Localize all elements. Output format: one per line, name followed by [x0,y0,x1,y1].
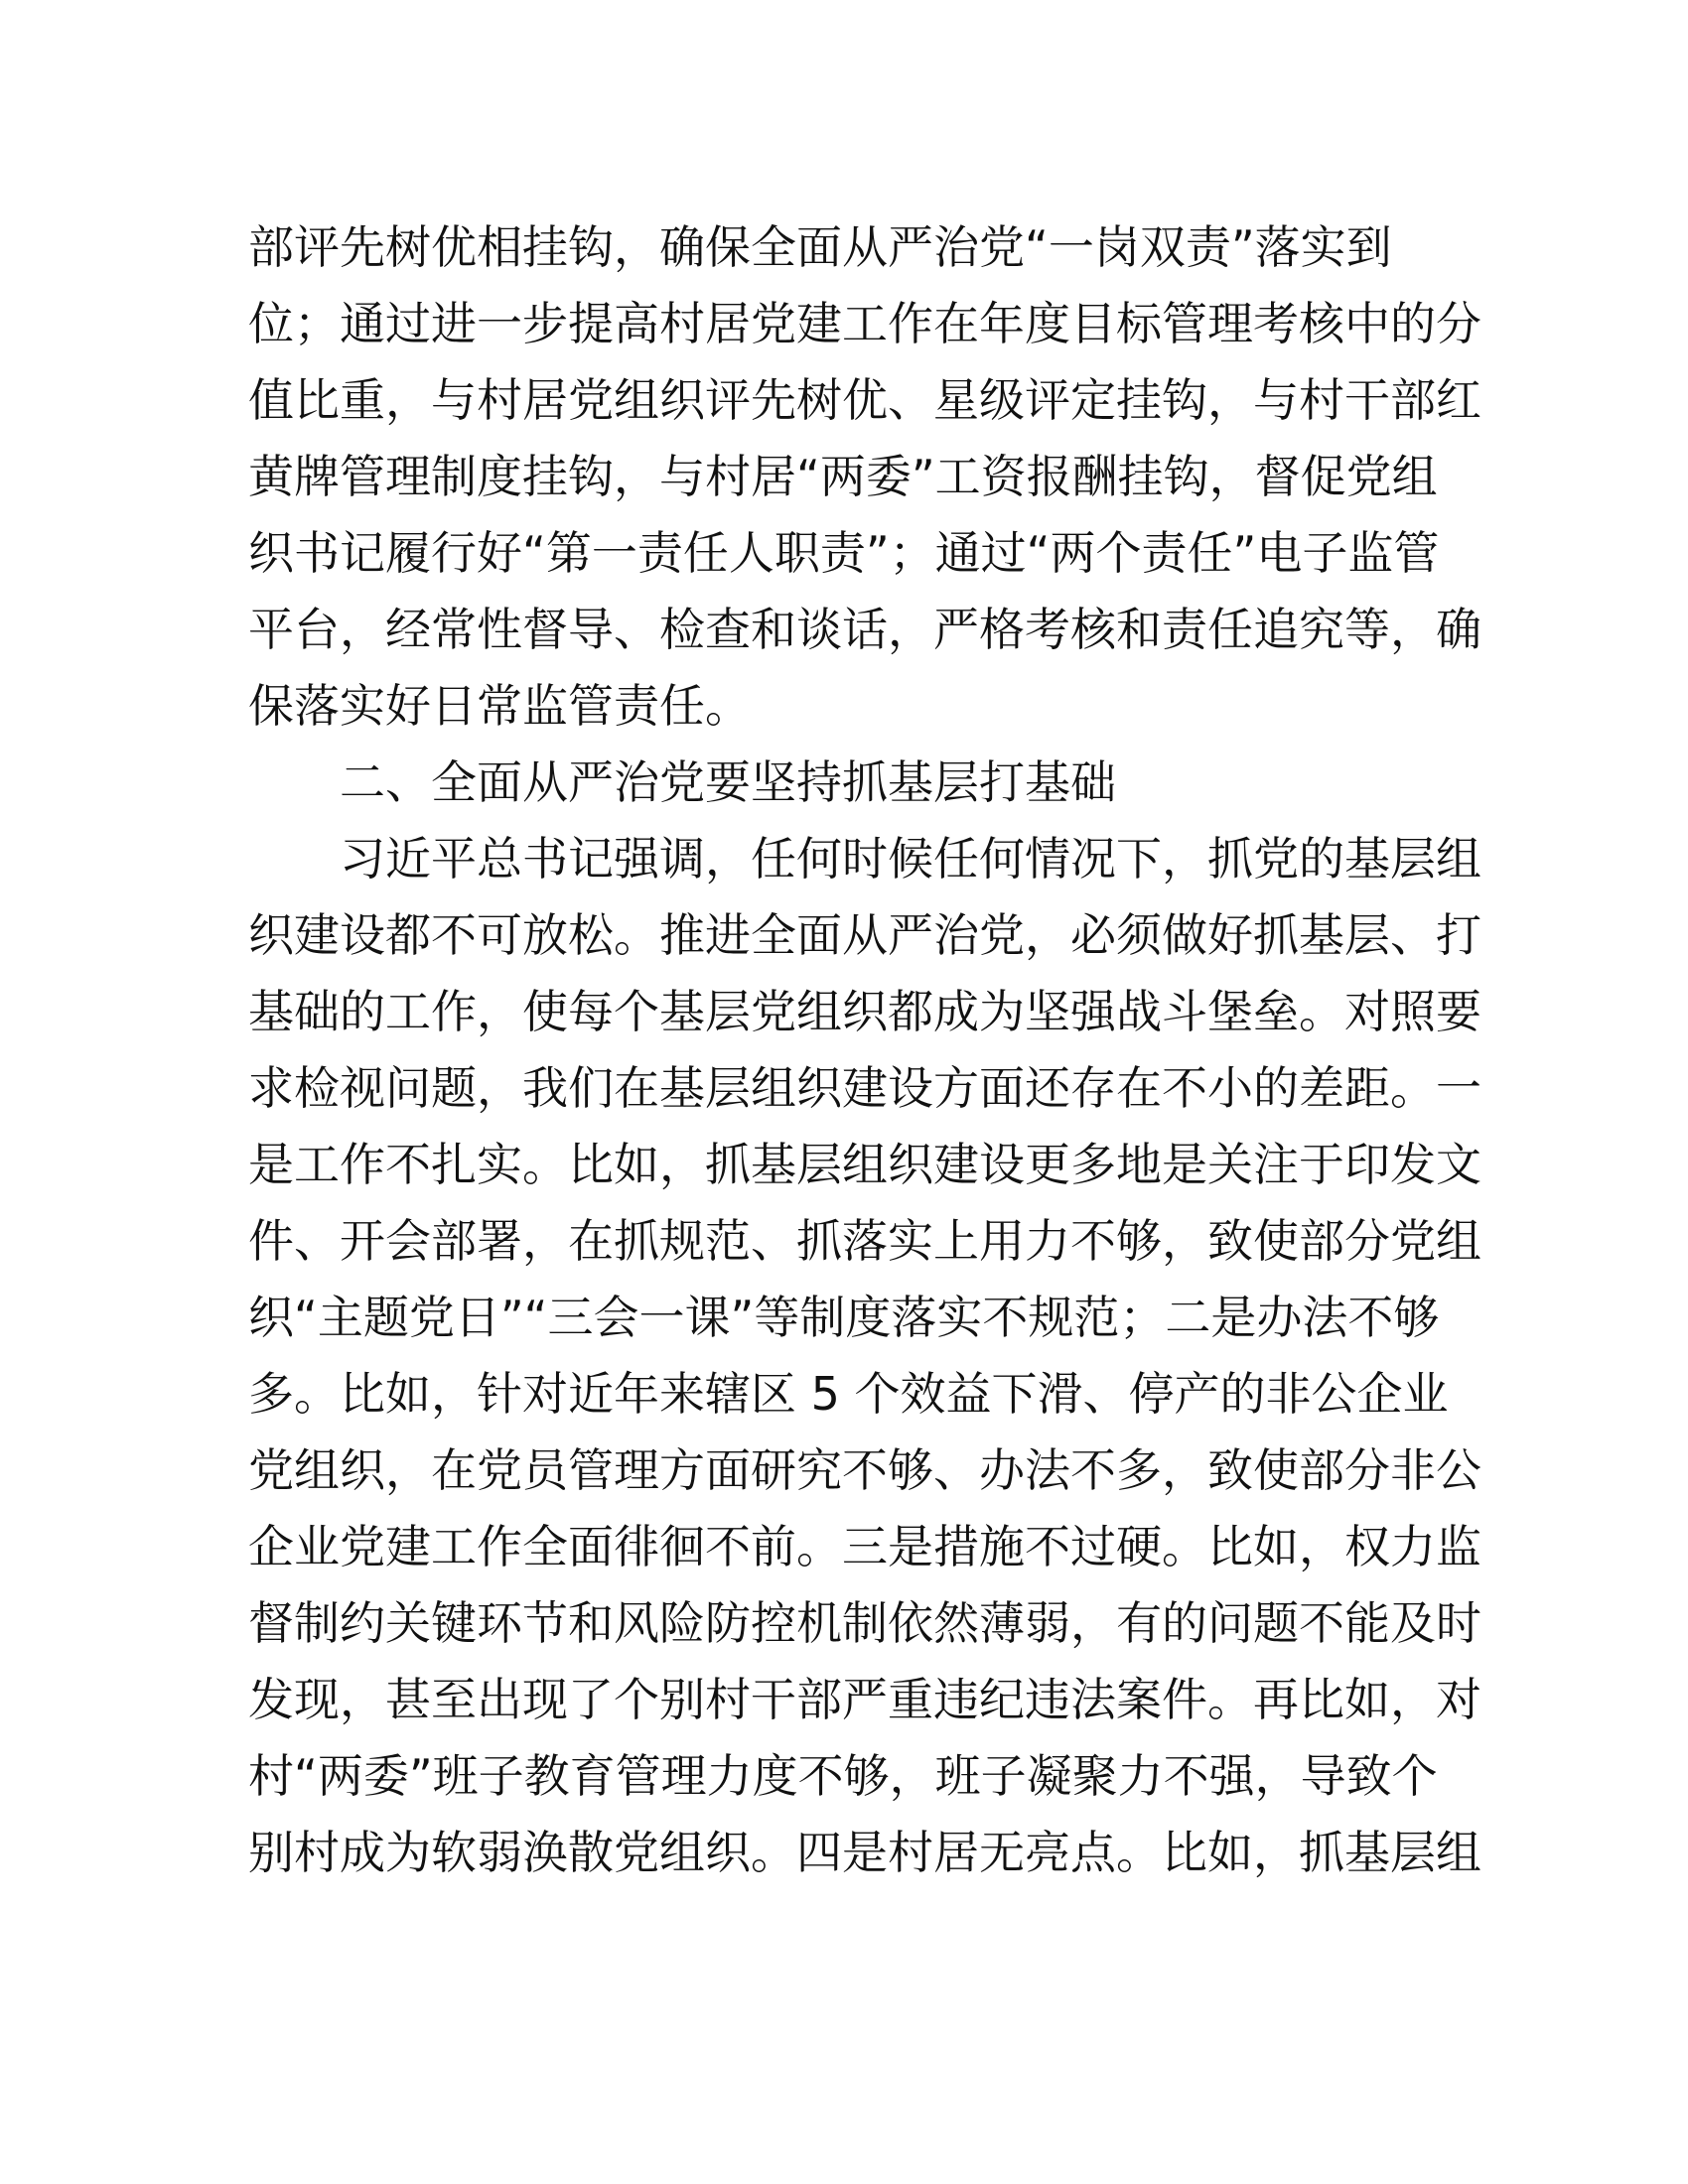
body-text-line: 件、开会部署，在抓规范、抓落实上用力不够，致使部分党组 [248,1214,1481,1268]
body-text-line: 别村成为软弱涣散党组织。四是村居无亮点。比如，抓基层组 [248,1826,1481,1879]
body-text-line: 黄牌管理制度挂钩，与村居“两委”工资报酬挂钩，督促党组 [248,450,1438,503]
body-text-line: 村“两委”班子教育管理力度不够，班子凝聚力不强，导致个 [248,1749,1438,1803]
body-text-line: 位；通过进一步提高村居党建工作在年度目标管理考核中的分 [248,297,1481,350]
section-heading: 二、全面从严治党要坚持抓基层打基础 [340,755,1116,809]
body-text-line: 平台，经常性督导、检查和谈话，严格考核和责任追究等，确 [248,603,1481,656]
body-text-line: 织书记履行好“第一责任人职责”；通过“两个责任”电子监管 [248,526,1440,580]
body-text-line: 部评先树优相挂钩，确保全面从严治党“一岗双责”落实到 [248,220,1392,274]
body-text-line: 督制约关键环节和风险防控机制依然薄弱，有的问题不能及时 [248,1596,1481,1650]
body-text-line: 发现，甚至出现了个别村干部严重违纪违法案件。再比如，对 [248,1673,1481,1726]
body-text-line: 保落实好日常监管责任。 [248,679,751,733]
body-text-line: 基础的工作，使每个基层党组织都成为坚强战斗堡垒。对照要 [248,985,1481,1038]
body-text-line: 习近平总书记强调，任何时候任何情况下，抓党的基层组 [340,832,1481,886]
body-text-line: 求检视问题，我们在基层组织建设方面还存在不小的差距。一 [248,1061,1481,1115]
body-text-line: 织建设都不可放松。推进全面从严治党，必须做好抓基层、打 [248,908,1481,962]
body-text-line: 党组织，在党员管理方面研究不够、办法不多，致使部分非公 [248,1443,1481,1497]
body-text-line: 值比重，与村居党组织评先树优、星级评定挂钩，与村干部红 [248,373,1481,427]
body-text-line: 是工作不扎实。比如，抓基层组织建设更多地是关注于印发文 [248,1138,1481,1191]
body-text-line: 企业党建工作全面徘徊不前。三是措施不过硬。比如，权力监 [248,1520,1481,1573]
body-text-line: 多。比如，针对近年来辖区 5 个效益下滑、停产的非公企业 [248,1367,1449,1421]
body-text-line: 织“主题党日”“三会一课”等制度落实不规范；二是办法不够 [248,1291,1440,1344]
